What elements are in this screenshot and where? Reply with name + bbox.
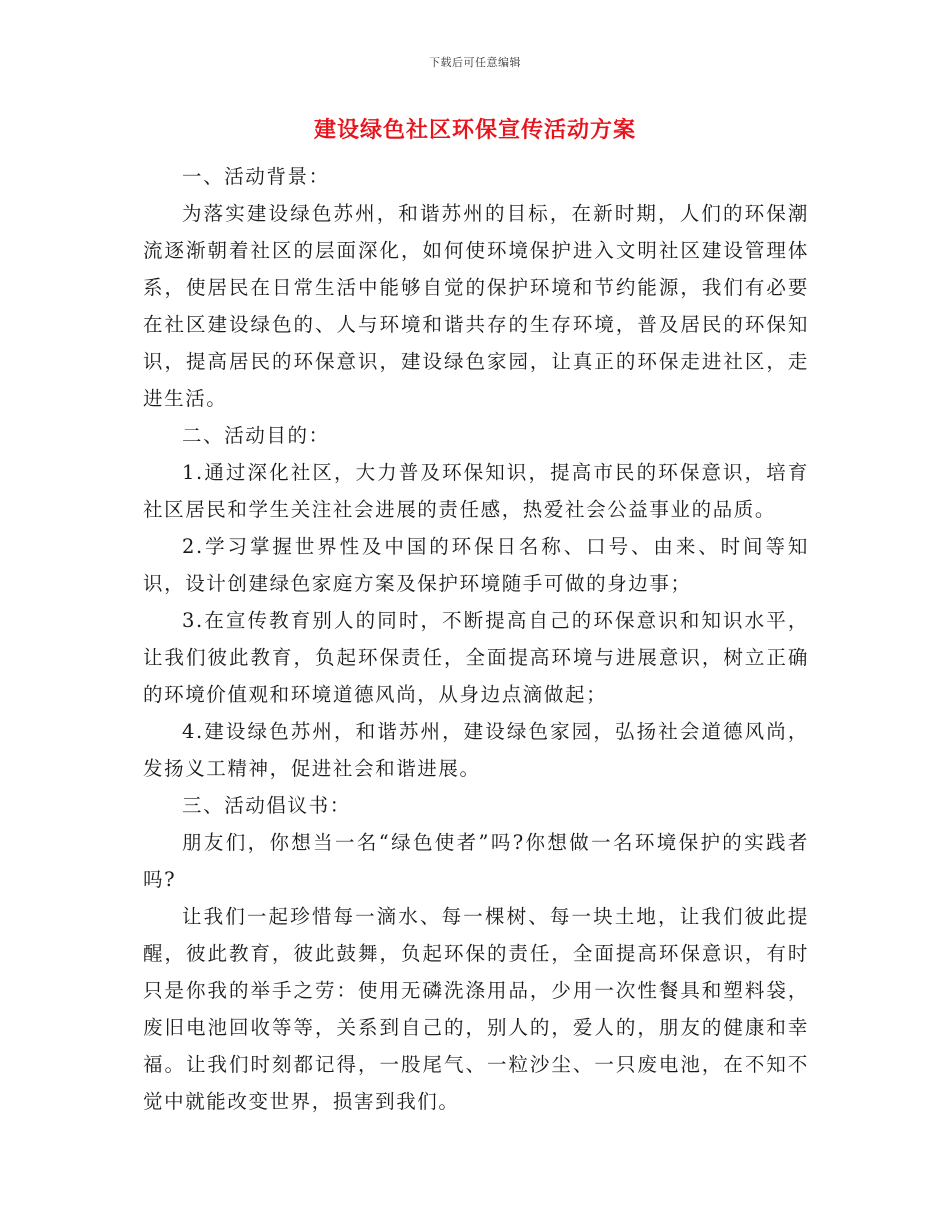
background-paragraph: 为落实建设绿色苏州，和谐苏州的目标，在新时期，人们的环保潮流逐渐朝着社区的层面深化，如何使环境保护进入文明社区建设管理体系，使居民在日常生活中能够自觉的保护环境和节约能源，我们有必要在社区建设绿色的、人与环境和谐共存的生存环境，普及居民的环保知识，提高居民的环保意识，建设绿色家园，让真正的环保走进社区，走进生活。 xyxy=(143,202,809,410)
proposal-paragraph-2: 让我们一起珍惜每一滴水、每一棵树、每一块土地，让我们彼此提醒，彼此教育，彼此鼓舞，负起环保的责任，全面提高环保意识，有时只是你我的举手之劳：使用无磷洗涤用品，少用一次性餐具和塑料袋，废旧电池回收等等，关系到自己的，别人的，爱人的，朋友的健康和幸福。让我们时刻都记得，一股尾气、一粒沙尘、一只废电池，在不知不觉中就能改变世界，损害到我们。 xyxy=(143,905,809,1113)
purpose-item-1: 1.通过深化社区，大力普及环保知识，提高市民的环保意识，培育社区居民和学生关注社会进展的责任感，热爱社会公益事业的品质。 xyxy=(143,461,809,521)
purpose-item-4: 4.建设绿色苏州，和谐苏州，建设绿色家园，弘扬社会道德风尚，发扬义工精神，促进社会和谐进展。 xyxy=(143,720,809,780)
purpose-item-2: 2.学习掌握世界性及中国的环保日名称、口号、由来、时间等知识，设计创建绿色家庭方案及保护环境随手可做的身边事； xyxy=(143,535,809,595)
proposal-paragraph-1: 朋友们，你想当一名“绿色使者”吗?你想做一名环境保护的实践者吗? xyxy=(143,831,809,891)
section-heading-background: 一、活动背景： xyxy=(182,165,330,188)
purpose-item-3: 3.在宣传教育别人的同时，不断提高自己的环保意识和知识水平，让我们彼此教育，负起环保责任，全面提高环境与进展意识，树立正确的环境价值观和环境道德风尚，从身边点滴做起； xyxy=(143,609,809,706)
document-body xyxy=(143,158,809,1120)
section-heading-purpose: 二、活动目的： xyxy=(182,424,330,447)
page-header-note: 下载后可任意编辑 xyxy=(429,56,521,69)
section-heading-proposal: 三、活动倡议书： xyxy=(182,794,351,817)
document-title: 建设绿色社区环保宣传活动方案 xyxy=(313,117,636,143)
